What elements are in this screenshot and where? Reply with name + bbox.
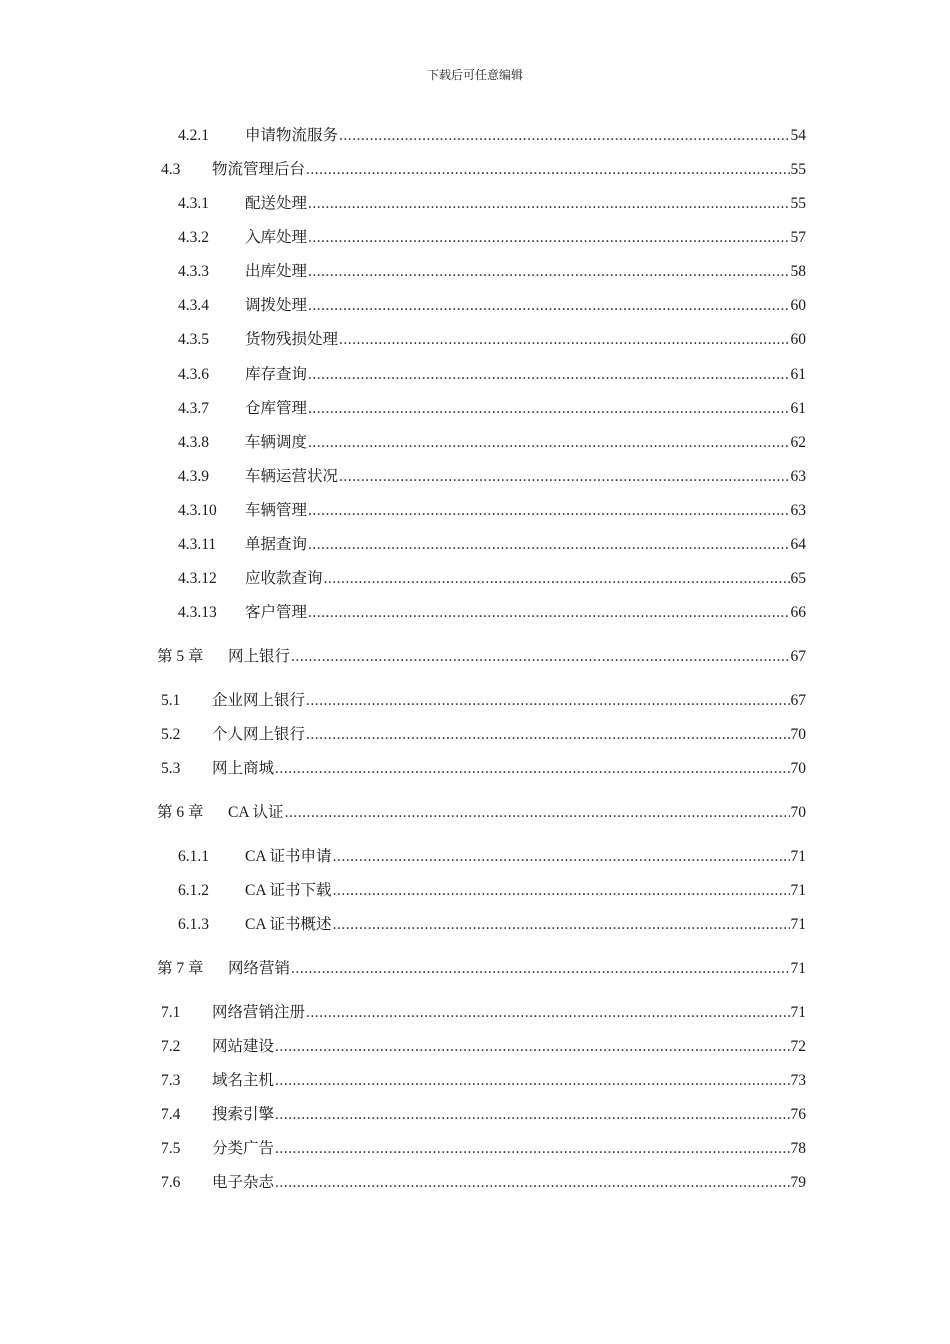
- toc-entry-title: 网上银行: [228, 648, 291, 665]
- toc-entry[interactable]: [178, 228, 806, 248]
- toc-dot-leader: [306, 160, 789, 180]
- toc-chapter-entry[interactable]: [157, 959, 806, 979]
- toc-entry-number: 4.3.13: [178, 604, 217, 621]
- toc-entry-title: 调拨处理: [245, 297, 308, 314]
- toc-entry[interactable]: [161, 1173, 806, 1193]
- toc-entry-title: 企业网上银行: [212, 692, 306, 709]
- toc-dot-leader: [308, 296, 789, 316]
- toc-entry-number: 7.4: [161, 1106, 181, 1123]
- toc-entry-page: 71: [790, 1004, 806, 1021]
- toc-dot-leader: [333, 847, 790, 867]
- toc-entry-number: 7.3: [161, 1072, 181, 1089]
- toc-entry-number: 4.3.3: [178, 263, 209, 280]
- toc-entry-page: 67: [790, 648, 806, 665]
- toc-entry[interactable]: [178, 535, 806, 555]
- toc-entry-page: 65: [790, 570, 806, 587]
- toc-entry-title: 域名主机: [212, 1072, 275, 1089]
- toc-entry-number: 6.1.1: [178, 848, 209, 865]
- toc-entry[interactable]: [178, 365, 806, 385]
- toc-dot-leader: [306, 725, 789, 745]
- toc-entry-title: 客户管理: [245, 604, 308, 621]
- toc-entry-number: 6.1.2: [178, 882, 209, 899]
- toc-entry-page: 54: [790, 127, 806, 144]
- toc-dot-leader: [339, 467, 789, 487]
- toc-entry-title: 车辆运营状况: [245, 468, 339, 485]
- toc-entry-number: 4.3.8: [178, 434, 209, 451]
- toc-entry-number: 4.3.5: [178, 331, 209, 348]
- toc-entry[interactable]: [178, 296, 806, 316]
- toc-entry-page: 67: [790, 692, 806, 709]
- toc-entry[interactable]: [178, 847, 806, 867]
- toc-entry-number: 4.3.6: [178, 366, 209, 383]
- toc-dot-leader: [275, 1071, 789, 1091]
- toc-entry-number: 4.3.11: [178, 536, 217, 553]
- page-header: 下载后可任意编辑: [426, 68, 523, 82]
- toc-entry-number: 7.5: [161, 1140, 181, 1157]
- toc-entry-number: 4.3.10: [178, 502, 217, 519]
- toc-entry-number: 5.3: [161, 760, 181, 777]
- toc-entry[interactable]: [161, 1139, 806, 1159]
- toc-entry[interactable]: [161, 1071, 806, 1091]
- toc-entry-title: 物流管理后台: [212, 161, 306, 178]
- toc-entry-title: 配送处理: [245, 195, 308, 212]
- toc-entry[interactable]: [161, 1037, 806, 1057]
- toc-entry-page: 63: [790, 468, 806, 485]
- toc-entry-page: 79: [790, 1174, 806, 1191]
- toc-entry[interactable]: [178, 330, 806, 350]
- toc-entry-title: 申请物流服务: [245, 127, 339, 144]
- toc-dot-leader: [339, 126, 789, 146]
- toc-entry-title: 网络营销注册: [212, 1004, 306, 1021]
- toc-entry-title: CA 证书申请: [245, 848, 332, 865]
- toc-entry[interactable]: [161, 725, 806, 745]
- toc-entry-page: 62: [790, 434, 806, 451]
- toc-entry[interactable]: [161, 1003, 806, 1023]
- toc-entry-page: 58: [790, 263, 806, 280]
- toc-entry-number: 第 5 章: [157, 648, 204, 665]
- toc-dot-leader: [308, 228, 789, 248]
- toc-dot-leader: [306, 1003, 789, 1023]
- toc-dot-leader: [285, 803, 790, 823]
- toc-entry-page: 57: [790, 229, 806, 246]
- toc-entry-page: 70: [790, 804, 806, 821]
- toc-dot-leader: [308, 194, 789, 214]
- toc-entry-page: 61: [790, 366, 806, 383]
- toc-entry[interactable]: [178, 569, 806, 589]
- toc-entry-title: 车辆管理: [245, 502, 308, 519]
- toc-entry-title: 入库处理: [245, 229, 308, 246]
- toc-dot-leader: [308, 501, 789, 521]
- toc-dot-leader: [291, 959, 789, 979]
- toc-entry-number: 第 7 章: [157, 960, 204, 977]
- toc-entry-number: 4.3.1: [178, 195, 209, 212]
- toc-dot-leader: [308, 535, 789, 555]
- toc-entry-page: 76: [790, 1106, 806, 1123]
- toc-dot-leader: [291, 647, 789, 667]
- toc-dot-leader: [333, 881, 790, 901]
- toc-entry-title: CA 证书概述: [245, 916, 332, 933]
- toc-entry-page: 71: [790, 960, 806, 977]
- toc-dot-leader: [324, 569, 790, 589]
- toc-entry[interactable]: [178, 915, 806, 935]
- toc-entry-number: 第 6 章: [157, 804, 204, 821]
- toc-entry[interactable]: [161, 691, 806, 711]
- toc-entry-title: CA 认证: [228, 804, 284, 821]
- toc-dot-leader: [308, 603, 789, 623]
- toc-chapter-entry[interactable]: [157, 647, 806, 667]
- toc-entry[interactable]: [178, 603, 806, 623]
- toc-entry[interactable]: [161, 160, 806, 180]
- toc-entry-title: 网上商城: [212, 760, 275, 777]
- toc-entry[interactable]: [178, 194, 806, 214]
- toc-entry-page: 72: [790, 1038, 806, 1055]
- toc-entry-title: 出库处理: [245, 263, 308, 280]
- toc-entry-page: 71: [790, 848, 806, 865]
- toc-entry-page: 64: [790, 536, 806, 553]
- toc-entry-number: 7.2: [161, 1038, 181, 1055]
- toc-dot-leader: [275, 759, 789, 779]
- toc-entry-title: 个人网上银行: [212, 726, 306, 743]
- toc-dot-leader: [308, 399, 789, 419]
- toc-dot-leader: [333, 915, 790, 935]
- toc-entry-title: 仓库管理: [245, 400, 308, 417]
- toc-entry-title: 单据查询: [245, 536, 308, 553]
- toc-entry-page: 73: [790, 1072, 806, 1089]
- toc-entry-title: 应收款查询: [245, 570, 323, 587]
- toc-entry-title: 库存查询: [245, 366, 308, 383]
- toc-entry-title: 搜索引擎: [212, 1106, 275, 1123]
- toc-entry-page: 55: [790, 195, 806, 212]
- toc-entry[interactable]: [178, 881, 806, 901]
- toc-entry-page: 71: [790, 882, 806, 899]
- toc-entry[interactable]: [178, 262, 806, 282]
- toc-entry[interactable]: [161, 1105, 806, 1125]
- toc-entry-page: 66: [790, 604, 806, 621]
- toc-entry-number: 4.3.9: [178, 468, 209, 485]
- toc-entry-title: 分类广告: [212, 1140, 275, 1157]
- toc-entry-page: 70: [790, 726, 806, 743]
- toc-entry-page: 71: [790, 916, 806, 933]
- toc-entry-page: 63: [790, 502, 806, 519]
- toc-entry[interactable]: [178, 467, 806, 487]
- toc-dot-leader: [308, 433, 789, 453]
- toc-dot-leader: [339, 330, 789, 350]
- toc-entry[interactable]: [178, 433, 806, 453]
- toc-entry-title: 车辆调度: [245, 434, 308, 451]
- toc-dot-leader: [275, 1037, 789, 1057]
- toc-dot-leader: [275, 1105, 789, 1125]
- toc-entry-number: 4.2.1: [178, 127, 209, 144]
- toc-entry-title: 网站建设: [212, 1038, 275, 1055]
- toc-entry-page: 60: [790, 297, 806, 314]
- toc-entry[interactable]: [178, 501, 806, 521]
- toc-entry-number: 6.1.3: [178, 916, 209, 933]
- toc-entry-number: 7.6: [161, 1174, 181, 1191]
- toc-entry-number: 4.3.2: [178, 229, 209, 246]
- toc-entry-number: 4.3.12: [178, 570, 217, 587]
- toc-entry[interactable]: [178, 399, 806, 419]
- toc-entry-title: 电子杂志: [212, 1174, 275, 1191]
- toc-entry-title: 货物残损处理: [245, 331, 339, 348]
- toc-dot-leader: [308, 365, 789, 385]
- toc-chapter-entry[interactable]: [157, 803, 806, 823]
- toc-dot-leader: [275, 1139, 789, 1159]
- toc-entry-page: 60: [790, 331, 806, 348]
- toc-entry-page: 61: [790, 400, 806, 417]
- toc-entry-number: 5.2: [161, 726, 181, 743]
- toc-dot-leader: [306, 691, 789, 711]
- toc-entry-page: 55: [790, 161, 806, 178]
- toc-entry-number: 4.3.7: [178, 400, 209, 417]
- toc-entry-page: 70: [790, 760, 806, 777]
- toc-entry[interactable]: [178, 126, 806, 146]
- toc-entry-page: 78: [790, 1140, 806, 1157]
- toc-entry[interactable]: [161, 759, 806, 779]
- toc-entry-number: 7.1: [161, 1004, 181, 1021]
- toc-dot-leader: [275, 1173, 789, 1193]
- toc-entry-title: 网络营销: [228, 960, 291, 977]
- toc-entry-number: 4.3: [161, 161, 181, 178]
- toc-entry-title: CA 证书下载: [245, 882, 332, 899]
- toc-entry-number: 5.1: [161, 692, 181, 709]
- toc-dot-leader: [308, 262, 789, 282]
- toc-entry-number: 4.3.4: [178, 297, 209, 314]
